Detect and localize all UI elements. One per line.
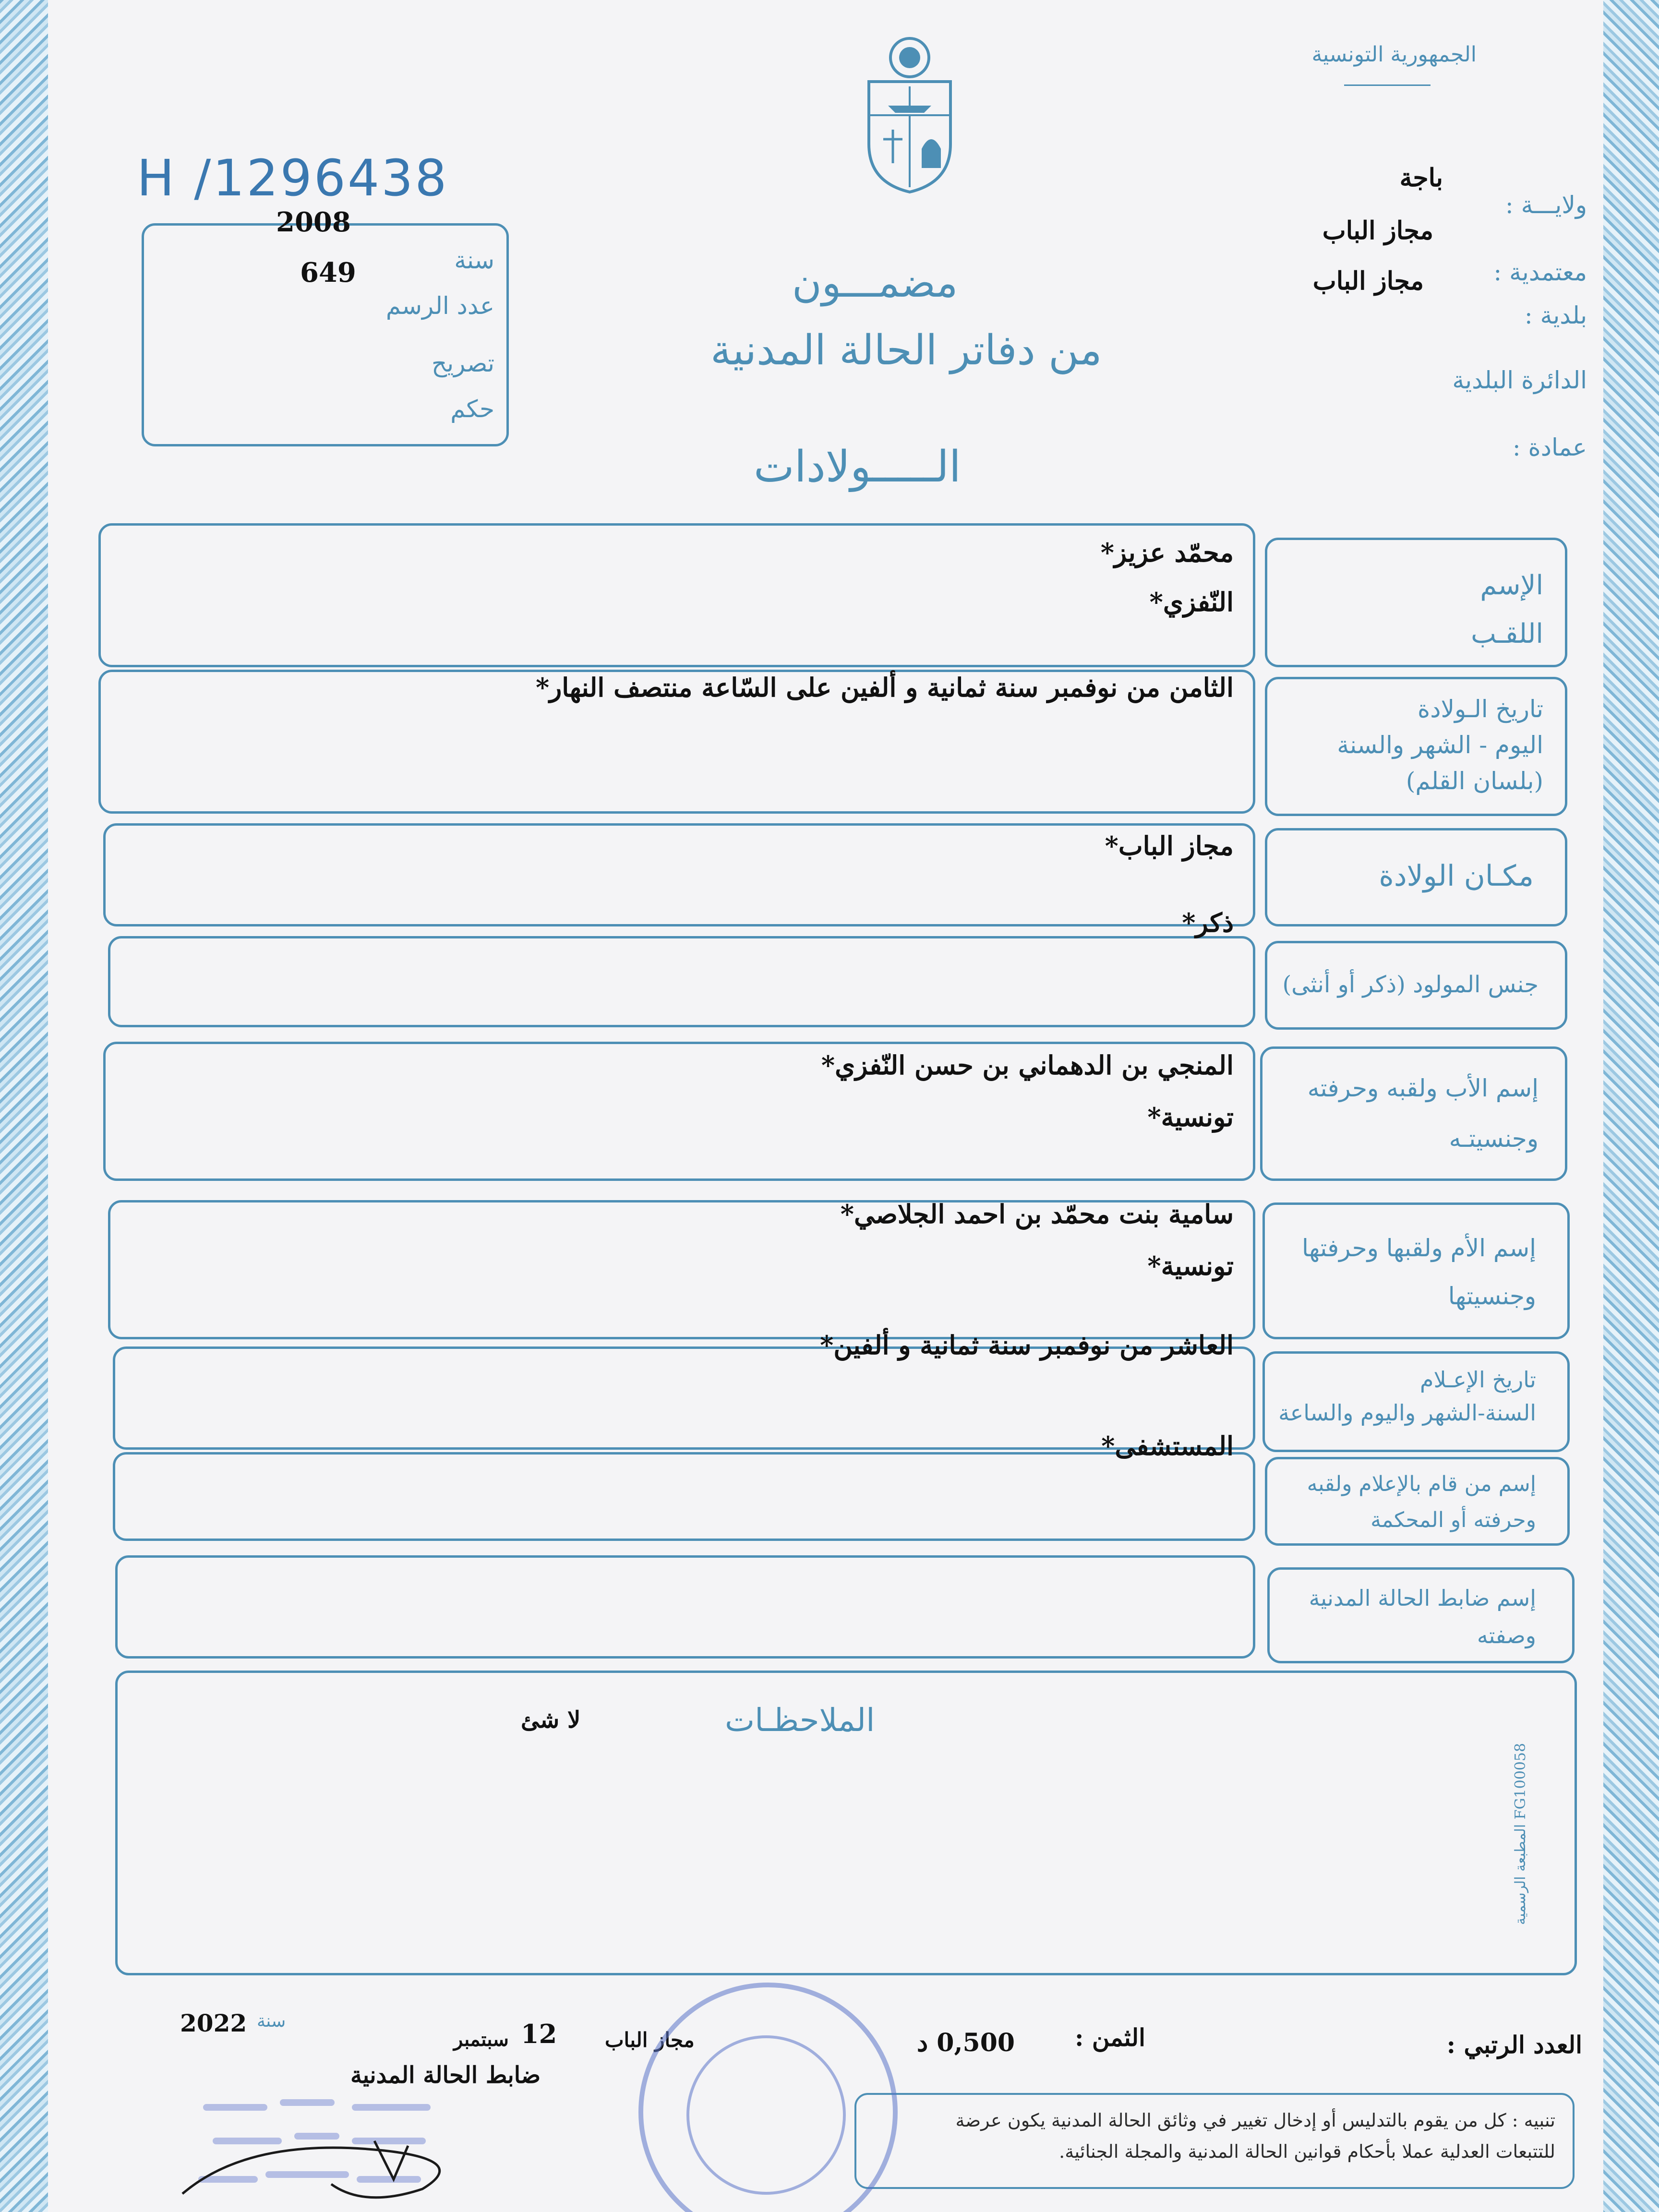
officer-stamp-signature bbox=[173, 2069, 595, 2212]
registry-number-value: 649 bbox=[300, 257, 356, 289]
daira-label: الدائرة البلدية bbox=[1452, 366, 1587, 394]
footer-officer: ضابط الحالة المدنية bbox=[350, 2062, 541, 2089]
value-box-officer bbox=[115, 1555, 1255, 1659]
republic-title: الجمهورية التونسية bbox=[1311, 42, 1477, 67]
baladia-label: بلدية : bbox=[1524, 301, 1587, 329]
value-birth-place: مجاز الباب* bbox=[1105, 830, 1234, 861]
serial-number: H /1296438 bbox=[137, 149, 449, 207]
tunisia-coat-of-arms-icon bbox=[854, 34, 965, 197]
footer-month: سبتمبر bbox=[454, 2028, 509, 2051]
registry-judgment-label: حكم bbox=[450, 395, 494, 423]
notes-value: لا شئ bbox=[521, 1707, 581, 1733]
price-value: 0,500 د bbox=[917, 2028, 1015, 2057]
value-declarant: المستشفى* bbox=[1101, 1431, 1234, 1461]
mootamadia-label: معتمدية : bbox=[1493, 258, 1587, 286]
label-birth-place: مكـان الولادة bbox=[1379, 859, 1534, 893]
baladia-value: مجاز الباب bbox=[1312, 266, 1424, 296]
registry-year-value: 2008 bbox=[276, 206, 351, 238]
footer-year-value: 2022 bbox=[180, 2009, 247, 2037]
value-sex: ذكر* bbox=[1182, 907, 1234, 938]
title-top: مضمـــون bbox=[792, 259, 958, 306]
seal-inner-ring bbox=[686, 2035, 846, 2195]
value-mother: سامية بنت محمّد بن احمد الجلاصي* تونسية* bbox=[840, 1199, 1234, 1281]
value-box-sex bbox=[108, 936, 1255, 1027]
registry-year-label: سنة bbox=[454, 246, 494, 274]
label-mother: إسم الأم ولقبها وحرفتها وجنسيتها bbox=[1301, 1234, 1536, 1310]
footer-day: 12 bbox=[521, 2019, 557, 2049]
warning-text: تنبيه : كل من يقوم بالتدليس أو إدخال تغيير في وثائق الحالة المدنية يكون عرضة للتتبعات العدلية عملا بأحكام قوانين الحالة المدنية والمجلة الجنائية. bbox=[955, 2110, 1555, 2162]
rank-label: العدد الرتبي : bbox=[1446, 2031, 1582, 2059]
republic-underline bbox=[1344, 84, 1431, 86]
price-label: الثمن : bbox=[1074, 2023, 1145, 2052]
omada-label: عمادة : bbox=[1512, 433, 1587, 461]
wilaya-label: ولايـــة : bbox=[1505, 191, 1587, 219]
footer-place: مجاز الباب bbox=[605, 2028, 695, 2052]
label-name: الإسم اللقـب bbox=[1471, 570, 1543, 649]
value-name: محمّد عزيز* النّفزي* bbox=[1100, 537, 1234, 617]
value-declaration-date: العاشر من نوفمبر سنة ثمانية و ألفين* bbox=[820, 1330, 1234, 1360]
footer-year-label: سنة bbox=[257, 2011, 286, 2031]
value-box-declarant bbox=[113, 1452, 1255, 1541]
label-birth-date: تاريخ الـولادة اليوم - الشهر والسنة (بلسان القلم) bbox=[1337, 695, 1543, 795]
registry-number-label: عدد الرسم bbox=[385, 292, 494, 320]
printer-mark: المطبعة الرسمية FG100058 bbox=[1512, 1743, 1529, 1925]
label-officer: إسم ضابط الحالة المدنية وصفته bbox=[1309, 1585, 1536, 1649]
title-main: من دفاتر الحالة المدنية bbox=[710, 326, 1102, 374]
section-title: الـــــولادات bbox=[754, 442, 961, 492]
value-father: المنجي بن الدهماني بن حسن النّفزي* تونسية* bbox=[821, 1050, 1234, 1132]
value-birth-date: الثامن من نوفمبر سنة ثمانية و ألفين على السّاعة منتصف النهار* bbox=[535, 672, 1234, 703]
registry-declaration-label: تصريح bbox=[431, 349, 494, 377]
label-father: إسم الأب ولقبه وحرفته وجنسيتـه bbox=[1307, 1074, 1539, 1153]
wilaya-value: باجة bbox=[1399, 163, 1443, 192]
guilloche-border-right bbox=[1601, 0, 1659, 2212]
notes-label: الملاحظـات bbox=[725, 1702, 875, 1739]
label-declaration-date: تاريخ الإعـلام السنة-الشهر واليوم والساعة bbox=[1278, 1367, 1536, 1426]
mootamadia-value: مجاز الباب bbox=[1322, 216, 1433, 245]
label-sex: جنس المولود (ذكر أو أنثى) bbox=[1282, 971, 1539, 998]
label-declarant: إسم من قام بالإعلام ولقبه وحرفته أو المحكمة bbox=[1307, 1472, 1536, 1532]
